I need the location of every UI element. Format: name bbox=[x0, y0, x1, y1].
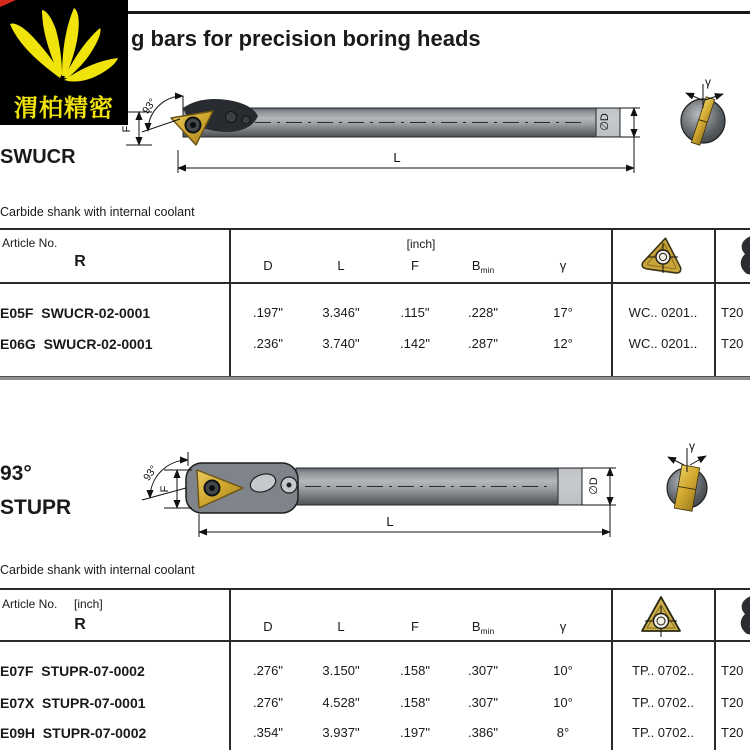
table-row bbox=[0, 695, 750, 713]
cell-bmin: .307" bbox=[468, 695, 498, 710]
stupr-technical-drawing bbox=[0, 438, 750, 565]
table-row bbox=[0, 336, 750, 354]
cell-d: .276" bbox=[253, 695, 283, 710]
cell-f: .142" bbox=[400, 336, 430, 351]
angle-label-stupr: 93° bbox=[0, 462, 32, 485]
dim-f-label: F bbox=[121, 125, 133, 133]
cell-screw: T20 bbox=[721, 695, 744, 710]
cell-article: E06G SWUCR-02-0001 bbox=[0, 336, 153, 352]
cell-screw: T20 bbox=[721, 663, 744, 678]
table-row bbox=[0, 305, 750, 323]
bar-end-cap bbox=[558, 469, 581, 505]
cell-bmin: .307" bbox=[468, 663, 498, 678]
cell-d: .276" bbox=[253, 663, 283, 678]
cell-f: .197" bbox=[400, 725, 430, 740]
unit-header: [inch] bbox=[406, 237, 436, 251]
coolant-note: Carbide shank with internal coolant bbox=[0, 563, 195, 577]
unit-header: [inch] bbox=[74, 597, 103, 611]
cell-l: 4.528" bbox=[322, 695, 360, 710]
dim-f-label: F bbox=[159, 485, 171, 493]
model-label-stupr: STUPR bbox=[0, 496, 72, 519]
dim-gamma-label: γ bbox=[689, 439, 695, 453]
cell-insert: WC.. 0201.. bbox=[628, 305, 698, 320]
header-separator bbox=[0, 640, 750, 642]
header-separator bbox=[0, 282, 750, 284]
cell-d: .354" bbox=[253, 725, 283, 740]
col-header-d: D bbox=[263, 258, 273, 273]
cell-bmin: .287" bbox=[468, 336, 498, 351]
torx-key-icon bbox=[737, 594, 750, 638]
cell-f: .158" bbox=[400, 695, 430, 710]
dim-d-label: ∅D bbox=[599, 113, 611, 131]
cell-f: .158" bbox=[400, 663, 430, 678]
col-header-gamma: γ bbox=[559, 619, 567, 634]
cell-article: E09H STUPR-07-0002 bbox=[0, 725, 147, 741]
cell-gamma: 17° bbox=[553, 305, 573, 320]
cell-insert: TP.. 0702.. bbox=[632, 695, 694, 710]
cell-insert: WC.. 0201.. bbox=[628, 336, 698, 351]
top-rule bbox=[128, 11, 750, 14]
col-header-f: F bbox=[411, 258, 419, 273]
page-title: g bars for precision boring heads bbox=[131, 26, 481, 51]
cell-f: .115" bbox=[400, 305, 430, 320]
cell-screw: T20 bbox=[721, 725, 744, 740]
col-header-f: F bbox=[411, 619, 419, 634]
cell-insert: TP.. 0702.. bbox=[632, 725, 694, 740]
table-row bbox=[0, 663, 750, 681]
col-header-gamma: γ bbox=[559, 258, 567, 273]
cell-bmin: .228" bbox=[468, 305, 498, 320]
cell-article: E07X STUPR-07-0001 bbox=[0, 695, 146, 711]
dim-l-label: L bbox=[393, 150, 401, 165]
dim-d-label: ∅D bbox=[588, 477, 600, 495]
dim-angle-label: 93° bbox=[141, 463, 161, 484]
cell-gamma: 10° bbox=[553, 695, 573, 710]
table-row bbox=[0, 725, 750, 743]
col-header-l: L bbox=[337, 258, 345, 273]
col-header-bmin: $B_{min}$ bbox=[471, 258, 495, 275]
cell-screw: T20 bbox=[721, 336, 744, 351]
cell-gamma: 8° bbox=[556, 725, 570, 740]
triangle-insert-icon bbox=[638, 594, 684, 638]
cell-article: E05F SWUCR-02-0001 bbox=[0, 305, 151, 321]
table-bottom-rule bbox=[0, 376, 750, 380]
col-header-d: D bbox=[263, 619, 273, 634]
cell-bmin: .386" bbox=[468, 725, 498, 740]
cell-d: .197" bbox=[253, 305, 283, 320]
article-no-header: Article No. bbox=[2, 236, 58, 250]
cell-l: 3.150" bbox=[322, 663, 360, 678]
dim-gamma-label: γ bbox=[705, 75, 711, 89]
stupr-spec-table bbox=[0, 588, 750, 750]
trigon-insert-icon bbox=[640, 235, 686, 279]
swucr-spec-table bbox=[0, 228, 750, 380]
cell-insert: TP.. 0702.. bbox=[632, 663, 694, 678]
r-header: R bbox=[74, 616, 86, 633]
dim-l-label: L bbox=[386, 514, 394, 529]
cell-l: 3.346" bbox=[322, 305, 360, 320]
cell-gamma: 10° bbox=[553, 663, 573, 678]
cell-gamma: 12° bbox=[553, 336, 573, 351]
col-header-bmin: $B_{min}$ bbox=[471, 619, 495, 636]
torx-key-icon bbox=[737, 234, 750, 278]
dim-angle-label: 93° bbox=[140, 96, 160, 117]
coolant-note: Carbide shank with internal coolant bbox=[0, 205, 195, 219]
brand-name: 渭柏精密 bbox=[14, 95, 114, 122]
r-header: R bbox=[74, 253, 86, 270]
swucr-technical-drawing bbox=[0, 72, 750, 203]
article-no-header: Article No. bbox=[2, 597, 58, 611]
cell-d: .236" bbox=[253, 336, 283, 351]
cell-l: 3.740" bbox=[322, 336, 360, 351]
cell-l: 3.937" bbox=[322, 725, 360, 740]
cell-article: E07F STUPR-07-0002 bbox=[0, 663, 145, 679]
col-header-l: L bbox=[337, 619, 345, 634]
model-label-swucr: SWUCR bbox=[0, 146, 76, 168]
cell-screw: T20 bbox=[721, 305, 744, 320]
